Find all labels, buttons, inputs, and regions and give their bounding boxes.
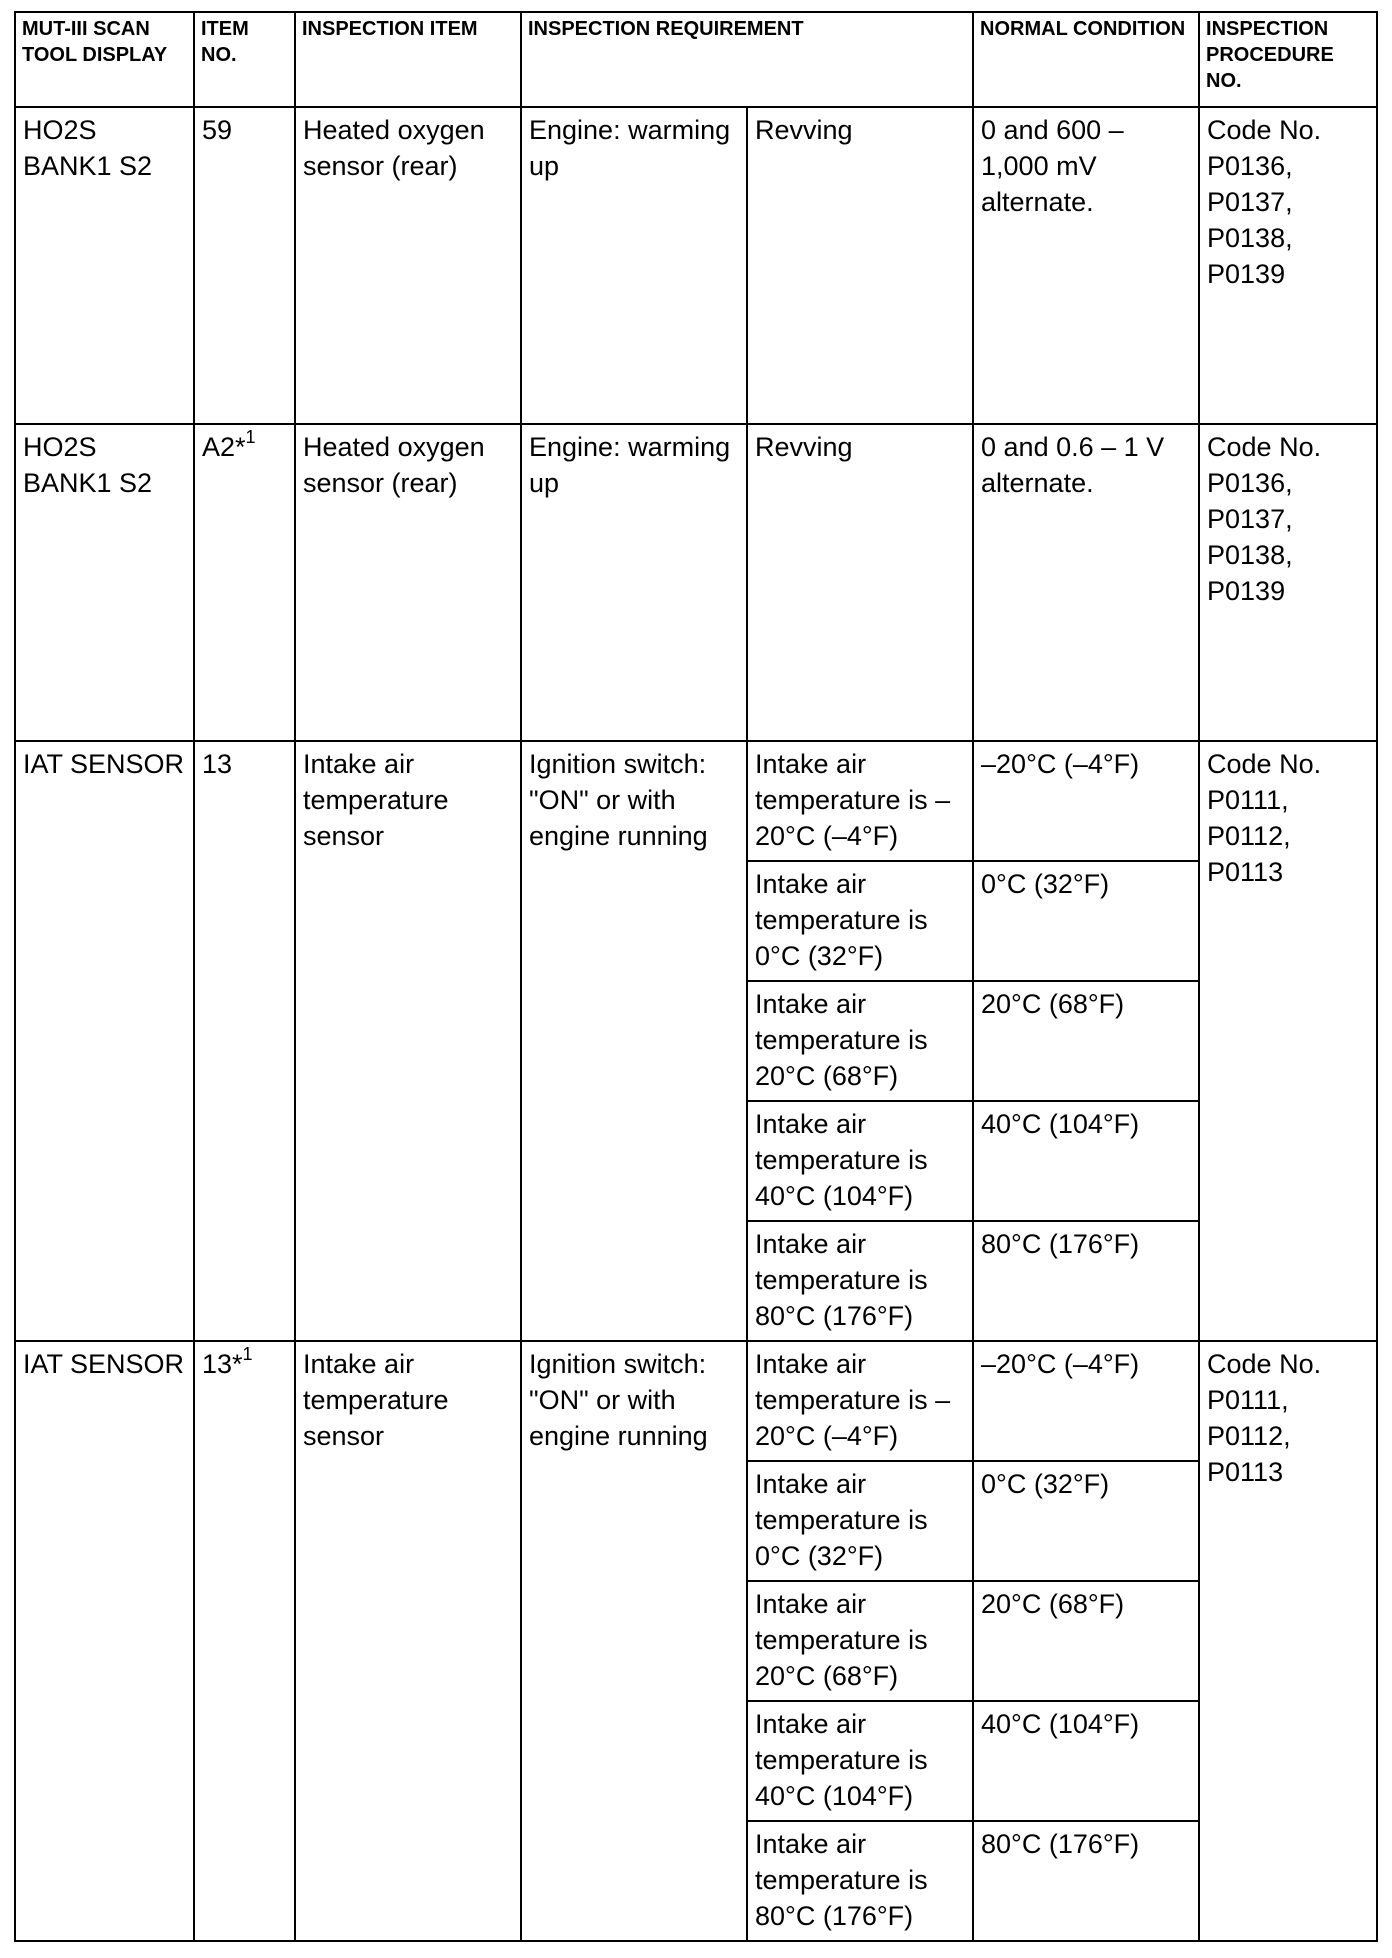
inspection-item-cell: Heated oxygen sensor (rear) bbox=[295, 424, 521, 741]
display-cell: HO2S BANK1 S2 bbox=[15, 424, 194, 741]
condition-cell: Intake air temperature is 0°C (32°F) bbox=[747, 1461, 973, 1581]
normal-condition-cell: 80°C (176°F) bbox=[973, 1821, 1199, 1941]
normal-condition-cell: 80°C (176°F) bbox=[973, 1221, 1199, 1341]
table-row bbox=[15, 741, 1377, 861]
display-cell: IAT SENSOR bbox=[15, 741, 194, 1341]
item-no-cell: 59 bbox=[194, 107, 295, 424]
item-no-cell bbox=[194, 1341, 295, 1941]
condition-cell: Intake air temperature is 40°C (104°F) bbox=[747, 1701, 973, 1821]
table-row bbox=[15, 1341, 1377, 1461]
table-row bbox=[15, 424, 1377, 741]
display-cell: IAT SENSOR bbox=[15, 1341, 194, 1941]
condition-cell: Intake air temperature is 20°C (68°F) bbox=[747, 1581, 973, 1701]
condition-cell: Intake air temperature is 80°C (176°F) bbox=[747, 1821, 973, 1941]
requirement-cell: Engine: warming up bbox=[521, 107, 747, 424]
header-scan-tool-display: MUT-III SCAN TOOL DISPLAY bbox=[15, 12, 194, 107]
inspection-sheet bbox=[14, 11, 1378, 1942]
normal-condition-cell: 20°C (68°F) bbox=[973, 1581, 1199, 1701]
condition-cell: Intake air temperature is 20°C (68°F) bbox=[747, 981, 973, 1101]
header-inspection-requirement: INSPECTION REQUIREMENT bbox=[521, 12, 973, 107]
normal-condition-cell: 0°C (32°F) bbox=[973, 1461, 1199, 1581]
procedure-cell: Code No. P0111, P0112, P0113 bbox=[1199, 741, 1377, 1341]
requirement-detail-cell: Revving bbox=[747, 107, 973, 424]
display-cell: HO2S BANK1 S2 bbox=[15, 107, 194, 424]
condition-cell: Intake air temperature is –20°C (–4°F) bbox=[747, 1341, 973, 1461]
normal-condition-cell: 40°C (104°F) bbox=[973, 1701, 1199, 1821]
condition-cell: Intake air temperature is 40°C (104°F) bbox=[747, 1101, 973, 1221]
inspection-item-cell: Heated oxygen sensor (rear) bbox=[295, 107, 521, 424]
item-no-text: 13* bbox=[202, 1349, 243, 1379]
normal-condition-cell: 40°C (104°F) bbox=[973, 1101, 1199, 1221]
header-row bbox=[15, 12, 1377, 107]
normal-condition-cell: –20°C (–4°F) bbox=[973, 741, 1199, 861]
item-no-text: A2* bbox=[202, 432, 246, 462]
procedure-cell: Code No. P0111, P0112, P0113 bbox=[1199, 1341, 1377, 1941]
header-normal-condition: NORMAL CONDITION bbox=[973, 12, 1199, 107]
inspection-table bbox=[14, 11, 1378, 1942]
inspection-item-cell: Intake air temperature sensor bbox=[295, 1341, 521, 1941]
normal-condition-cell: 0°C (32°F) bbox=[973, 861, 1199, 981]
header-inspection-item: INSPECTION ITEM bbox=[295, 12, 521, 107]
normal-condition-cell: 0 and 600 – 1,000 mV alternate. bbox=[973, 107, 1199, 424]
normal-condition-cell: 0 and 0.6 – 1 V alternate. bbox=[973, 424, 1199, 741]
condition-cell: Intake air temperature is 80°C (176°F) bbox=[747, 1221, 973, 1341]
normal-condition-cell: 20°C (68°F) bbox=[973, 981, 1199, 1101]
condition-cell: Intake air temperature is 0°C (32°F) bbox=[747, 861, 973, 981]
header-inspection-procedure: INSPECTION PROCEDURE NO. bbox=[1199, 12, 1377, 107]
requirement-cell: Engine: warming up bbox=[521, 424, 747, 741]
header-item-no: ITEM NO. bbox=[194, 12, 295, 107]
item-no-cell: 13 bbox=[194, 741, 295, 1341]
normal-condition-cell: –20°C (–4°F) bbox=[973, 1341, 1199, 1461]
footnote-marker: 1 bbox=[245, 427, 256, 447]
procedure-cell: Code No. P0136, P0137, P0138, P0139 bbox=[1199, 424, 1377, 741]
table-row bbox=[15, 107, 1377, 424]
procedure-cell: Code No. P0136, P0137, P0138, P0139 bbox=[1199, 107, 1377, 424]
requirement-detail-cell: Revving bbox=[747, 424, 973, 741]
footnote-marker: 1 bbox=[242, 1344, 253, 1364]
inspection-item-cell: Intake air temperature sensor bbox=[295, 741, 521, 1341]
requirement-cell: Ignition switch: "ON" or with engine running bbox=[521, 1341, 747, 1941]
item-no-cell bbox=[194, 424, 295, 741]
requirement-cell: Ignition switch: "ON" or with engine running bbox=[521, 741, 747, 1341]
condition-cell: Intake air temperature is –20°C (–4°F) bbox=[747, 741, 973, 861]
